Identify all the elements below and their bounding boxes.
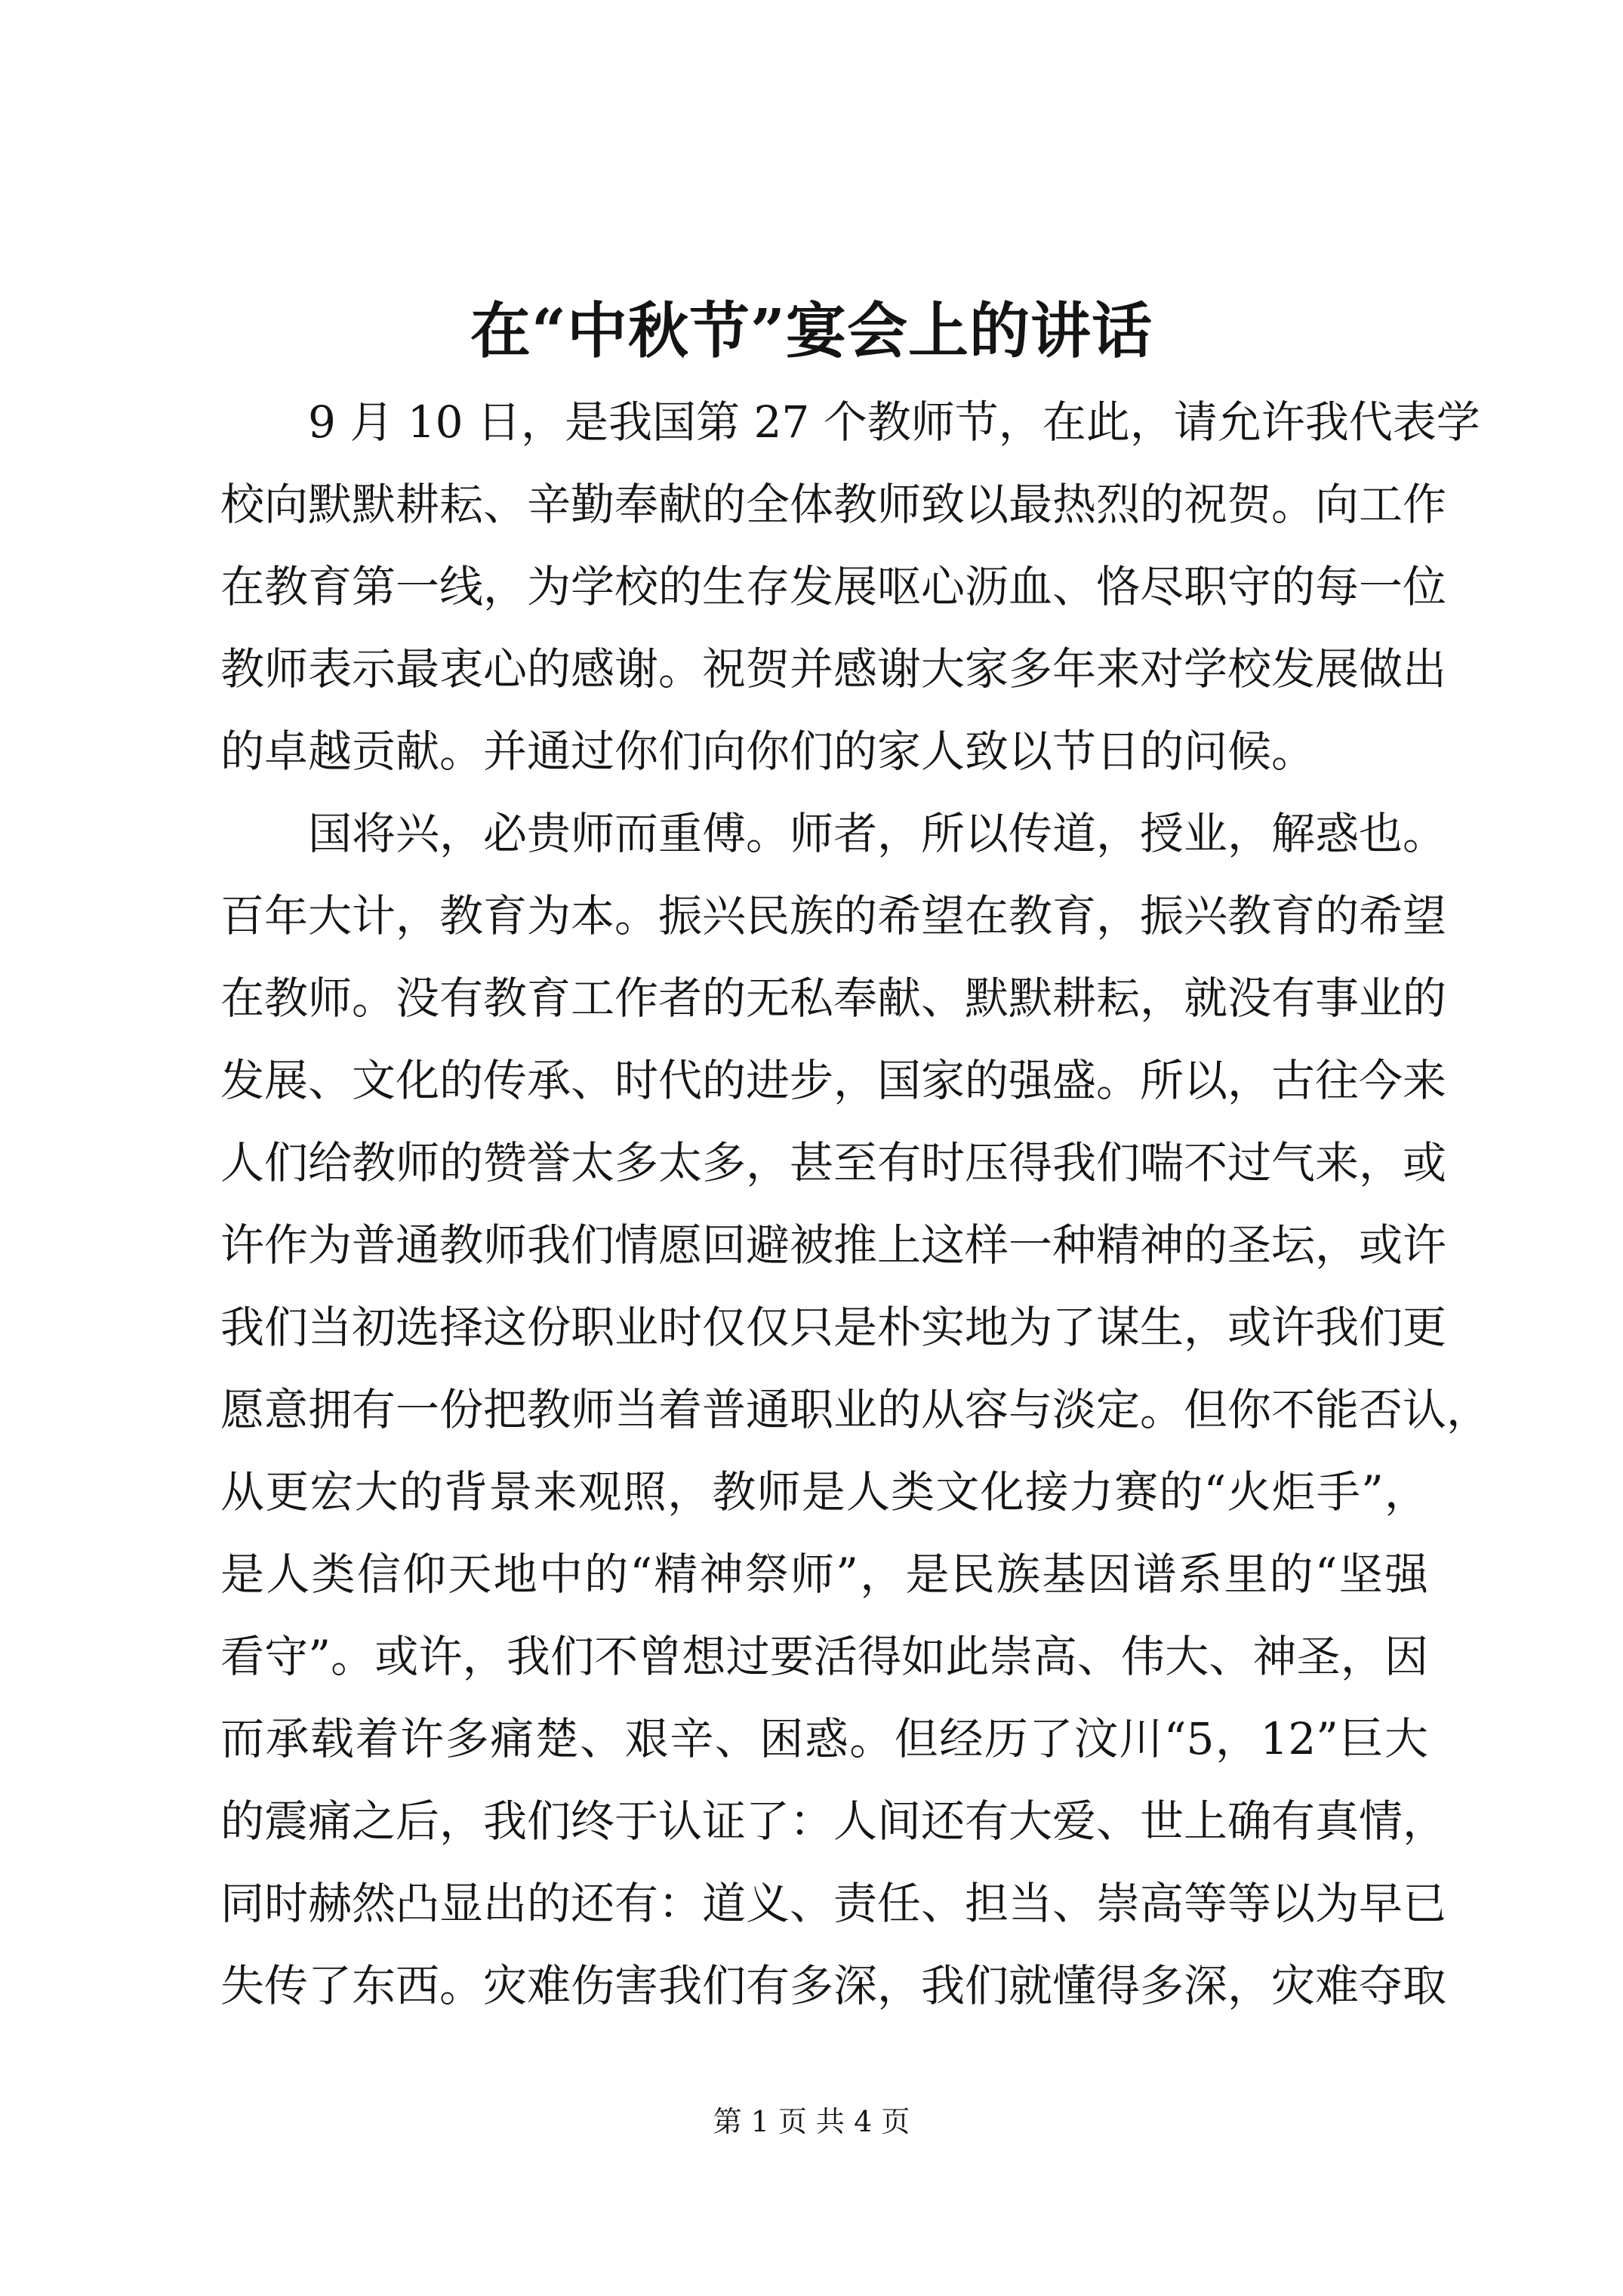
text-line: 我们当初选择这份职业时仅仅只是朴实地为了谋生，或许我们更 <box>220 1302 1447 1353</box>
text-line: 人们给教师的赞誉太多太多，甚至有时压得我们喘不过气来，或 <box>220 1137 1447 1188</box>
document-title: 在“中秋节”宴会上的讲话 <box>470 295 1153 366</box>
text-line: 发展、文化的传承、时代的进步，国家的强盛。所以，古往今来 <box>220 1055 1447 1106</box>
text-line: 国将兴，必贵师而重傅。师者，所以传道，授业，解惑也。 <box>308 808 1447 859</box>
text-line: 许作为普通教师我们情愿回避被推上这样一种精神的圣坛，或许 <box>220 1219 1447 1271</box>
text-line: 是人类信仰天地中的“精神祭师”，是民族基因谱系里的“坚强 <box>220 1549 1428 1600</box>
text-line: 在教育第一线，为学校的生存发展呕心沥血、恪尽职守的每一位 <box>220 561 1447 612</box>
text-line: 同时赫然凸显出的还有：道义、责任、担当、崇高等等以为早已 <box>220 1878 1447 1929</box>
paragraph <box>220 793 1491 2027</box>
text-line: 失传了东西。灾难伤害我们有多深，我们就懂得多深，灾难夺取 <box>220 1960 1447 2011</box>
text-line: 愿意拥有一份把教师当着普通职业的从容与淡定。但你不能否认， <box>220 1384 1491 1435</box>
paragraph <box>220 381 1480 793</box>
text-line: 百年大计，教育为本。振兴民族的希望在教育，振兴教育的希望 <box>220 890 1447 942</box>
text-line: 校向默默耕耘、辛勤奉献的全体教师致以最热烈的祝贺。向工作 <box>220 479 1447 530</box>
text-line: 教师表示最衷心的感谢。祝贺并感谢大家多年来对学校发展做出 <box>220 643 1447 695</box>
document-body <box>220 381 1491 2027</box>
text-line: 9 月 10 日，是我国第 27 个教师节，在此，请允许我代表学 <box>308 396 1480 448</box>
text-line: 而承载着许多痛楚、艰辛、困惑。但经历了汶川“5，12”巨大 <box>220 1713 1428 1764</box>
text-line: 看守”。或许，我们不曾想过要活得如此崇高、伟大、神圣，因 <box>220 1631 1428 1682</box>
text-line: 的卓越贡献。并通过你们向你们的家人致以节日的问候。 <box>220 726 1316 777</box>
text-line: 的震痛之后，我们终于认证了：人间还有大爱、世上确有真情， <box>220 1795 1447 1847</box>
text-line: 从更宏大的背景来观照，教师是人类文化接力赛的“火炬手”， <box>220 1466 1428 1518</box>
page-number-footer: 第 1 页 共 4 页 <box>713 2105 910 2138</box>
text-line: 在教师。没有教育工作者的无私奉献、默默耕耘，就没有事业的 <box>220 972 1447 1024</box>
